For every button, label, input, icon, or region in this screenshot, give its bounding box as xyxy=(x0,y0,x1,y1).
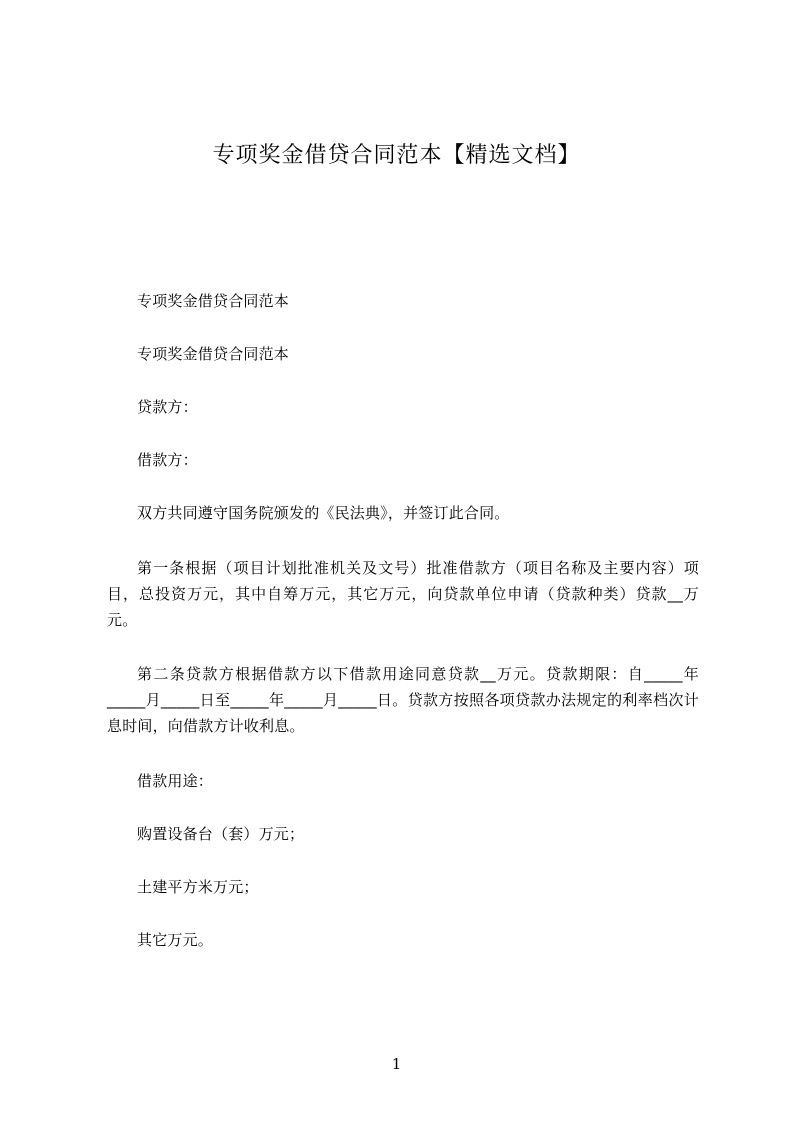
page-number: 1 xyxy=(391,1055,402,1073)
paragraph-borrower: 借款方： xyxy=(137,451,198,469)
paragraph-loan-purpose: 借款用途： xyxy=(137,772,214,790)
paragraph-preamble: 双方共同遵守国务院颁发的《民法典》，并签订此合同。 xyxy=(137,504,510,522)
paragraph-lender: 贷款方： xyxy=(137,398,198,416)
paragraph-construction: 土建平方米万元； xyxy=(137,878,259,896)
paragraph-heading-1: 专项奖金借贷合同范本 xyxy=(137,292,290,310)
paragraph-heading-2: 专项奖金借贷合同范本 xyxy=(137,345,290,363)
document-title: 专项奖金借贷合同范本【精选文档】 xyxy=(212,143,581,168)
paragraph-equipment: 购置设备台（套）万元； xyxy=(137,825,305,843)
paragraph-article-1: 第一条根据（项目计划批准机关及文号）批准借款方（项目名称及主要内容）项目，总投资万元，其中自筹万元，其它万元，向贷款单位申请（贷款种类）贷款__万元。 xyxy=(107,559,699,629)
paragraph-article-2: 第二条贷款方根据借款方以下借款用途同意贷款__万元。贷款期限：自_____年_____月_____日至_____年_____月_____日。贷款方按照各项贷款办法规定的利率档次计息时间，向借款方计收利息。 xyxy=(107,665,699,735)
paragraph-other: 其它万元。 xyxy=(137,931,214,949)
